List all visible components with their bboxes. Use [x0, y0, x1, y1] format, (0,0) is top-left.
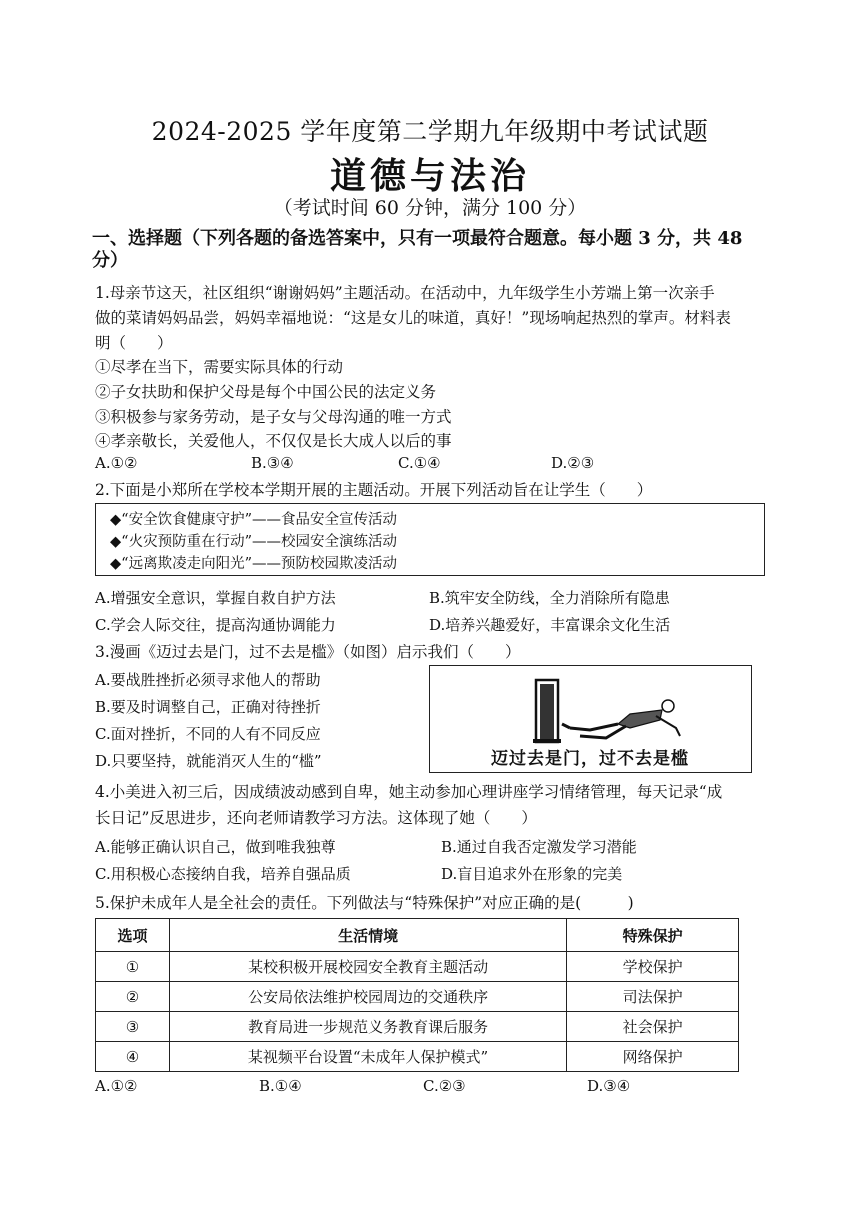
table-cell: 网络保护 — [567, 1042, 739, 1072]
table-cell: 某校积极开展校园安全教育主题活动 — [169, 952, 566, 982]
q4-option-b: B.通过自我否定激发学习潜能 — [441, 838, 637, 856]
q2-option-d: D.培养兴趣爱好，丰富课余文化生活 — [429, 616, 671, 634]
q4-stem-line2: 长日记”反思进步，还向老师请教学习方法。这体现了她（ ） — [95, 809, 537, 827]
q3-cartoon — [429, 665, 752, 773]
q4-option-a: A.能够正确认识自己，做到唯我独尊 — [95, 838, 336, 856]
exam-info: （考试时间 60 分钟，满分 100 分） — [273, 197, 587, 219]
q5-option-c: C.②③ — [423, 1077, 466, 1095]
q2-stem: 2.下面是小郑所在学校本学期开展的主题活动。开展下列活动旨在让学生（ ） — [95, 481, 653, 499]
tripping-figure-illustration — [430, 666, 752, 746]
q1-stem-line3: 明（ ） — [95, 334, 173, 352]
q3-option-a: A.要战胜挫折必须寻求他人的帮助 — [95, 671, 321, 689]
activity-item: ◆“远离欺凌走向阳光”——预防校园欺凌活动 — [110, 556, 397, 572]
q5-table — [95, 918, 739, 1072]
table-cell: ① — [96, 952, 170, 982]
q5-option-b: B.①④ — [259, 1077, 302, 1095]
q5-stem: 5.保护未成年人是全社会的责任。下列做法与“特殊保护”对应正确的是( ) — [95, 894, 634, 912]
q3-stem: 3.漫画《迈过去是门，过不去是槛》（如图）启示我们（ ） — [95, 643, 521, 661]
table-row — [96, 982, 739, 1012]
activity-item: ◆“安全饮食健康守护”——食品安全宣传活动 — [110, 512, 397, 528]
table-row — [96, 1042, 739, 1072]
q1-option-a: A.①② — [95, 454, 138, 472]
table-cell: 教育局进一步规范义务教育课后服务 — [169, 1012, 566, 1042]
q5-option-d: D.③④ — [587, 1077, 631, 1095]
activity-item: ◆“火灾预防重在行动”——校园安全演练活动 — [110, 534, 397, 550]
cartoon-caption: 迈过去是门，过不去是槛 — [491, 749, 689, 769]
q1-option-d: D.②③ — [551, 454, 595, 472]
q1-option-b: B.③④ — [251, 454, 294, 472]
table-cell: ④ — [96, 1042, 170, 1072]
q2-activity-box — [95, 503, 765, 576]
column-header: 选项 — [96, 919, 170, 952]
table-cell: 社会保护 — [567, 1012, 739, 1042]
q1-stem-line2: 做的菜请妈妈品尝，妈妈幸福地说：“这是女儿的味道，真好！”现场响起热烈的掌声。材料表 — [95, 309, 731, 327]
section-heading: 一、选择题（下列各题的备选答案中，只有一项最符合题意。每小题 3 分，共 48 — [92, 228, 743, 249]
section-heading-cont: 分） — [92, 250, 128, 271]
column-header: 特殊保护 — [567, 919, 739, 952]
q1-statement: ④孝亲敬长，关爱他人，不仅仅是长大成人以后的事 — [95, 432, 452, 450]
table-row — [96, 1012, 739, 1042]
q1-statement: ②子女扶助和保护父母是每个中国公民的法定义务 — [95, 383, 437, 401]
table-row — [96, 952, 739, 982]
q3-option-b: B.要及时调整自己，正确对待挫折 — [95, 698, 321, 716]
q2-option-c: C.学会人际交往，提高沟通协调能力 — [95, 616, 336, 634]
q1-option-c: C.①④ — [398, 454, 441, 472]
q4-option-d: D.盲目追求外在形象的完美 — [441, 865, 623, 883]
table-cell: 学校保护 — [567, 952, 739, 982]
q5-option-a: A.①② — [95, 1077, 138, 1095]
table-cell: ③ — [96, 1012, 170, 1042]
table-cell: 某视频平台设置“未成年人保护模式” — [169, 1042, 566, 1072]
column-header: 生活情境 — [169, 919, 566, 952]
q4-stem-line1: 4.小美进入初三后，因成绩波动感到自卑，她主动参加心理讲座学习情绪管理，每天记录“成 — [95, 783, 723, 801]
table-cell: 司法保护 — [567, 982, 739, 1012]
table-header-row — [96, 919, 739, 952]
q1-statement: ③积极参与家务劳动，是子女与父母沟通的唯一方式 — [95, 408, 452, 426]
table-cell: 公安局依法维护校园周边的交通秩序 — [169, 982, 566, 1012]
q1-stem-line1: 1.母亲节这天，社区组织“谢谢妈妈”主题活动。在活动中，九年级学生小芳端上第一次亲手 — [95, 284, 715, 302]
subject-title: 道德与法治 — [329, 155, 530, 197]
q2-option-a: A.增强安全意识，掌握自救自护方法 — [95, 589, 336, 607]
q1-statement: ①尽孝在当下，需要实际具体的行动 — [95, 358, 344, 376]
exam-title: 2024-2025 学年度第二学期九年级期中考试试题 — [151, 117, 709, 146]
table-cell: ② — [96, 982, 170, 1012]
q3-option-d: D.只要坚持，就能消灭人生的“槛” — [95, 752, 322, 770]
q2-option-b: B.筑牢安全防线，全力消除所有隐患 — [429, 589, 670, 607]
q4-option-c: C.用积极心态接纳自我，培养自强品质 — [95, 865, 351, 883]
q3-option-c: C.面对挫折，不同的人有不同反应 — [95, 725, 321, 743]
